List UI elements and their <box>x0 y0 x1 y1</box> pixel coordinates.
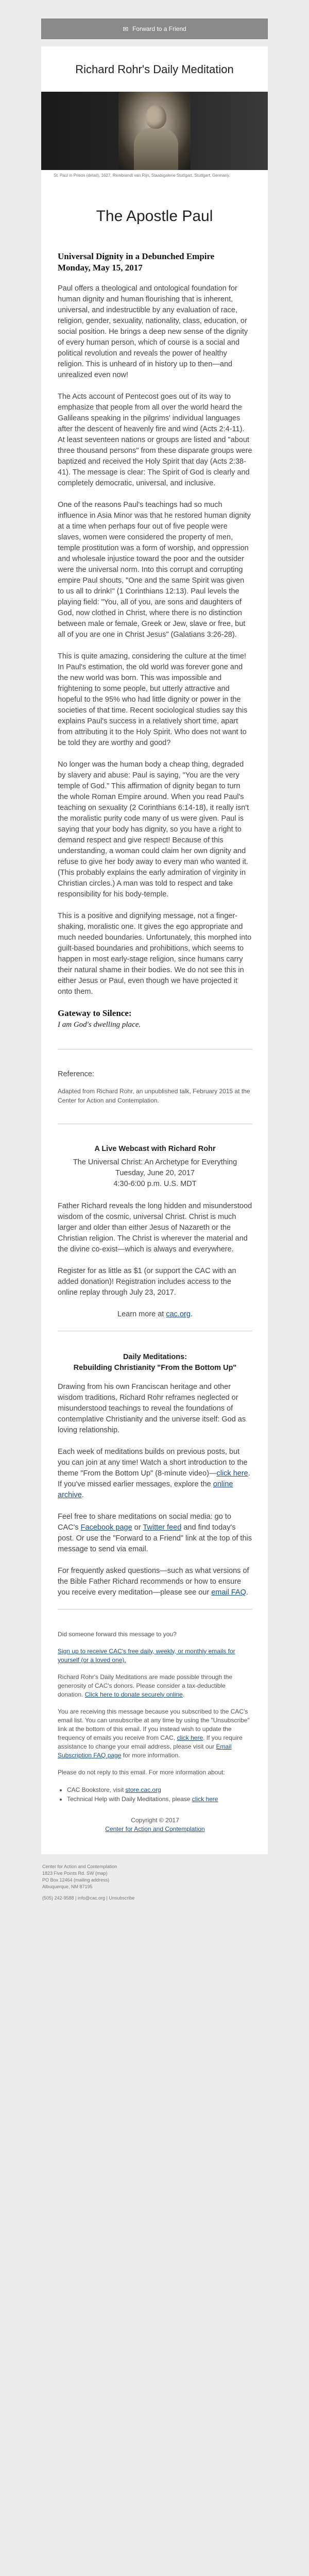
cac-copyright-link[interactable]: Center for Action and Contemplation <box>105 1825 205 1833</box>
dm-share <box>58 1512 252 1555</box>
paragraph: No longer was the human body a cheap thing, degraded by slavery and abuse: Paul is saying, "You are the very temple of God." This affirmation of dignity began to turn the whole Roman Empire around. When you read Paul's teaching on sexuality (2 Corinthians 6:14-18), it really isn't the moralistic purity code many of us were given. Paul is saying that your body has dignity, so you have a right to demand respect and give respect! Because of this understanding, a woman could claim her own dignity and refuse to give her body away to every man who wanted it. (This probably explains the early admiration of virginity in Christian circles.) A man was told to respect and take responsibility for his body-temple. <box>58 760 249 899</box>
paragraph: Paul offers a theological and ontological foundation for human dignity and human flourishing that is inherent, universal, and indestructible by any evaluation of race, religion, gender, sexuality, nationality, class, education, or social position. He brings a deep new sense of the dignity of every human person, which of course is a social and political revolution and reveals the power of healthy religion. This is unheard of in history up to then—and unrealized even now! <box>58 284 248 379</box>
dm-weeks <box>58 1447 252 1501</box>
forward-icon: ✉ <box>123 25 129 33</box>
meditation-body <box>41 251 268 1834</box>
copyright <box>58 1816 252 1834</box>
learn-more-prefix: Learn more at <box>117 1310 164 1318</box>
daily-meditations-title <box>58 1352 252 1374</box>
dm-weeks-text: . <box>81 1490 84 1499</box>
hero-image <box>41 92 268 170</box>
webcast-line: 4:30-6:00 p.m. U.S. MDT <box>113 1179 197 1188</box>
twitter-feed-link[interactable]: Twitter feed <box>143 1523 182 1532</box>
webcast-title: A Live Webcast with Richard Rohr <box>94 1144 216 1153</box>
no-reply-note: Please do not reply to this email. For more information about: <box>58 1768 225 1776</box>
meditation-title: The Apostle Paul <box>96 207 213 225</box>
footer-address: Albuquerque, NM 87195 <box>42 1884 93 1889</box>
webcast-header <box>58 1145 252 1190</box>
email-card <box>41 46 268 1854</box>
reference-text: Adapted from Richard Rohr, an unpublished talk, February 2015 at the Center for Action and Contemplation. <box>58 1087 250 1104</box>
webcast-register: Register for as little as $1 (or support the CAC with an added donation)! Registration includes access to the online replay through July 23, 2017. <box>58 1266 236 1297</box>
paragraph: This is a positive and dignifying message, not a finger-shaking, moralistic one. It gives the ego appropriate and much needed boundaries. Unfortunately, this morphed into guilt-based boundaries and prohibitions, which seems to happen in most early-stage religion, since humans carry their natural shame in their bodies. We do not see this in either Jesus or Paul, even though we have projected it onto them. <box>58 911 252 996</box>
webcast-line: Tuesday, June 20, 2017 <box>115 1168 195 1177</box>
dm-intro: Drawing from his own Franciscan heritage and other wisdom traditions, Richard Rohr reframes neglected or misunderstood teachings to reveal the foundations of contemplative Christianity and the universe itself: God as loving relationship. <box>58 1382 246 1434</box>
reference-label: Reference: <box>58 1070 94 1078</box>
meditation-subtitle: Universal Dignity in a Debunched Empire <box>58 251 215 261</box>
painting-figure-head <box>146 105 166 129</box>
webcast-description: Father Richard reveals the long hidden and misunderstood wisdom of the cosmic, universal Christ. Christ is much larger and older than either Jesus of Nazareth or the Christian religion. The Christ is wherever the material and the divine co-exist—which is always and everywhere. <box>58 1201 252 1253</box>
email-subscription-faq-link[interactable]: Email Subscription FAQ page <box>58 1742 232 1759</box>
unsub-text: . If you require assistance to change your email address, please visit our <box>58 1734 243 1750</box>
meditation-date: Monday, May 15, 2017 <box>58 262 143 273</box>
gateway-title: Gateway to Silence: <box>58 1008 132 1018</box>
daily-meditations-heading <box>58 1352 252 1374</box>
online-archive-link[interactable]: online archive <box>58 1480 233 1499</box>
learn-more-suffix: . <box>190 1310 193 1318</box>
spacer <box>42 1890 267 1895</box>
signup-link[interactable]: Sign up to receive CAC's free daily, weekly, or monthly emails for yourself (or a loved one). <box>58 1647 235 1664</box>
list-item-label: Technical Help with Daily Meditations, please <box>67 1795 191 1803</box>
dm-title-line1: Daily Meditations: <box>123 1352 187 1361</box>
list-item <box>67 1794 252 1804</box>
help-list <box>58 1785 252 1804</box>
forwarded-question: Did someone forward this message to you? <box>58 1630 177 1638</box>
webcast-line: The Universal Christ: An Archetype for Everything <box>73 1158 237 1166</box>
forward-label[interactable]: Forward to a Friend <box>132 25 186 32</box>
dm-faq-text: For frequently asked questions—such as what versions of the Bible Father Richard recommends or how to ensure you receive every meditation—please see our <box>58 1566 249 1597</box>
signup-paragraph <box>58 1647 252 1665</box>
footer-contact[interactable]: (505) 242-9588 | info@cac.org | Unsubscribe <box>42 1895 135 1901</box>
dm-share-text: Feel free to share meditations on social media: go to CAC's <box>58 1512 231 1532</box>
email-faq-link[interactable]: email FAQ <box>211 1588 246 1597</box>
cac-org-link[interactable]: cac.org <box>166 1310 191 1318</box>
image-caption: St. Paul in Prison (detail), 1627, Rembrandt van Rijn, Staatsgalerie Stuttgart, Stuttgart, Germany. <box>54 173 230 178</box>
paragraph: The Acts account of Pentecost goes out of its way to emphasize that people from all over the world heard the Galileans speaking in the pilgrims' individual languages after the descent of heavenly fire and wind (Acts 2:4-11). At least seventeen nations or groups are listed and "about three thousand persons" from these disparate groups were baptized and received the Holy Spirit that day (Acts 2:38-41). The message is clear: The Spirit of God is clearly and completely democratic, universal, and inclusive. <box>58 392 252 487</box>
masthead: Richard Rohr's Daily Meditation <box>75 63 234 76</box>
list-item <box>67 1785 252 1794</box>
email-wrapper <box>0 19 309 1854</box>
paragraph: This is quite amazing, considering the culture at the time! In Paul's estimation, the old world was forever gone and the new world was born. This was impossible and frightening to some people, but utterly attractive and hopeful to the 95% who had little dignity or power in the societies of that time. Recent sociological studies say this explains Paul's success in a relatively short time, apart from attributing it to the Holy Spirit. Who does not want to be told they are worthy and good? <box>58 652 248 747</box>
video-click-here-link[interactable]: click here <box>216 1469 248 1478</box>
footer-address: 1823 Five Points Rd. SW (map) <box>42 1870 108 1876</box>
dm-share-text: and find today's post. Or use the "Forward to a Friend" link at the top of this message to send via email. <box>58 1523 252 1553</box>
unsubscribe-paragraph <box>58 1707 252 1760</box>
unsub-text: for more information. <box>123 1751 180 1759</box>
dm-share-text: or <box>134 1523 141 1532</box>
facebook-page-link[interactable]: Facebook page <box>80 1523 132 1532</box>
forward-to-friend-bar[interactable] <box>41 19 268 39</box>
footer-org: Center for Action and Contemplation <box>42 1863 117 1869</box>
dm-weeks-text: Each week of meditations builds on previous posts, but you can join at any time! Watch a short introduction to the theme "From the Bottom Up" (8-minute video)— <box>58 1447 248 1478</box>
dm-weeks-text: . If you've missed earlier messages, explore the <box>58 1469 250 1488</box>
copyright-text: Copyright © 2017 <box>131 1816 179 1824</box>
donor-text: . <box>182 1690 185 1698</box>
paragraph: One of the reasons Paul's teachings had so much influence in Asia Minor was that he restored human dignity at a time when perhaps four out of five people were slaves, women were considered the property of men, temple prostitution was a form of worship, and oppression and wholesale injustice toward the poor and the outsider were the universal norm. Into this corrupt and corrupting empire Paul shouts, "One and the same Spirit was given to us all to drink!" (1 Corinthians 12:13). Paul levels the playing field: "You, all of you, are sons and daughters of God, now clothed in Christ, where there is no distinction between male or female, Greek or Jew, slave or free, but all of you are one in Christ Jesus" (Galatians 3:26-28). <box>58 500 251 639</box>
list-item-label: CAC Bookstore, visit <box>67 1786 124 1793</box>
painting-figure-body <box>134 128 178 170</box>
dm-faq <box>58 1566 252 1598</box>
update-frequency-link[interactable]: click here <box>177 1734 203 1741</box>
unsub-text: You are receiving this message because you subscribed to the CAC's email list. You can unsubscribe at any time by using the "Unsubscribe" link at the bottom of this email. If you instead wish to update the frequency of emails you receive from CAC, <box>58 1707 250 1741</box>
footer-address: PO Box 12464 (mailing address) <box>42 1877 110 1883</box>
tech-help-link[interactable]: click here <box>192 1795 218 1803</box>
donate-link[interactable]: Click here to donate securely online <box>84 1690 183 1698</box>
dm-title-line2: Rebuilding Christianity "From the Bottom Up" <box>73 1363 237 1372</box>
bookstore-link[interactable]: store.cac.org <box>125 1786 161 1793</box>
webcast-learn-more <box>58 1309 252 1320</box>
donor-paragraph <box>58 1673 252 1699</box>
gateway-text: I am God's dwelling place. <box>58 1020 141 1029</box>
email-footer <box>0 1854 309 1902</box>
dm-faq-text: . <box>246 1588 248 1597</box>
donor-text: Richard Rohr's Daily Meditations are made possible through the generosity of CAC's donors. Please consider a tax-deductible donation. <box>58 1673 233 1698</box>
